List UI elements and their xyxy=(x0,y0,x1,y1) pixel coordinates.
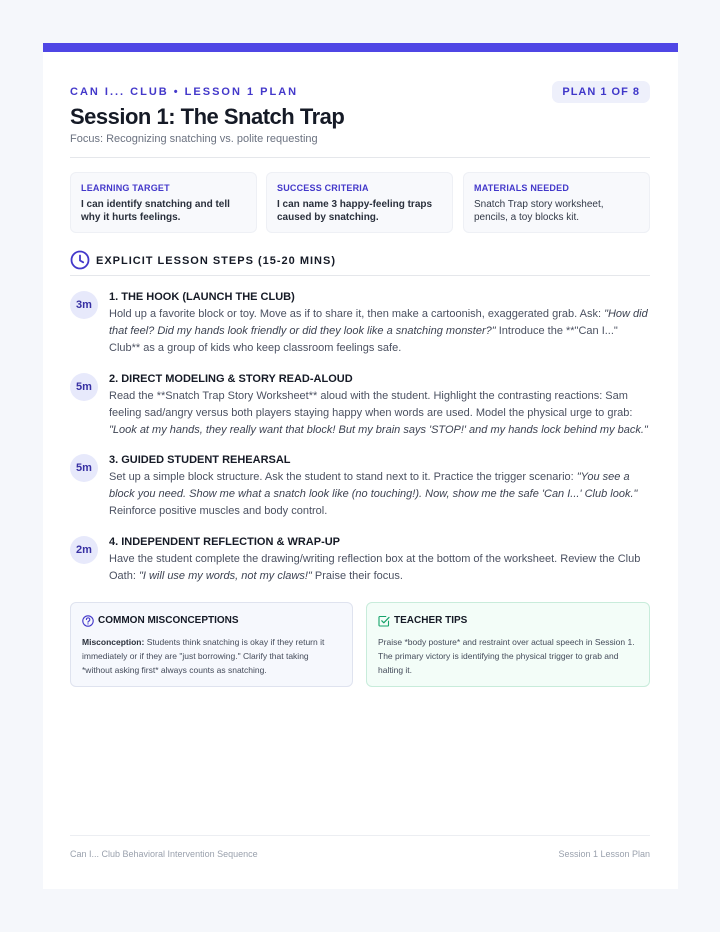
question-circle-icon xyxy=(82,615,94,627)
teacher-tips-box xyxy=(366,602,650,687)
step-body xyxy=(109,306,650,357)
step-body xyxy=(109,469,650,520)
footer-right-text: Session 1 Lesson Plan xyxy=(558,849,650,859)
duration-badge: 3m xyxy=(70,291,98,319)
card-body: I can name 3 happy-feeling traps caused by snatching. xyxy=(277,199,433,223)
card-label: SUCCESS CRITERIA xyxy=(277,183,369,193)
box-title: COMMON MISCONCEPTIONS xyxy=(98,615,239,626)
learning-target-card xyxy=(70,172,257,233)
box-header xyxy=(82,615,341,629)
step-text: Introduce the **"Can I..." Club** as a group of kids who keep classroom feelings safe. xyxy=(109,325,618,354)
box-title: TEACHER TIPS xyxy=(394,615,468,626)
card-body: Snatch Trap story worksheet, pencils, a toy blocks kit. xyxy=(474,199,604,223)
step-text: Have the student complete the drawing/writing reflection box at the bottom of the worksheet. Review the Club Oath: xyxy=(109,553,641,582)
misconception-lead: Misconception: xyxy=(82,637,145,647)
eyebrow-label: CAN I... CLUB • LESSON 1 PLAN xyxy=(70,86,299,98)
step-title: 4. INDEPENDENT REFLECTION & WRAP-UP xyxy=(109,536,341,548)
step-quote: "You see a block you need. Show me what a snatch look like (no touching!). Now, show me the safe 'Can I...' Club look." xyxy=(109,471,638,500)
step-quote: "How did that feel? Did my hands look friendly or did they look like a snatching monster?" xyxy=(109,308,648,337)
step-text: Read the **Snatch Trap Story Worksheet** aloud with the student. Highlight the contrasting reactions: Sam feeling sad/angry versus both players staying happy when words are used. Model the physical urge to grab: xyxy=(109,390,633,419)
success-criteria-card xyxy=(266,172,453,233)
clock-icon xyxy=(70,250,90,270)
accent-top-bar xyxy=(43,43,678,52)
footer-left-text: Can I... Club Behavioral Intervention Sequence xyxy=(70,849,258,859)
step-body xyxy=(109,388,650,439)
lesson-plan-page xyxy=(43,43,678,889)
step-text: Hold up a favorite block or toy. Move as if to share it, then make a cartoonish, exaggerated grab. Ask: xyxy=(109,308,605,320)
page-title: Session 1: The Snatch Trap xyxy=(70,104,345,129)
focus-subtitle: Focus: Recognizing snatching vs. polite requesting xyxy=(70,133,318,145)
duration-badge: 2m xyxy=(70,536,98,564)
checkbox-icon xyxy=(378,615,390,627)
common-misconceptions-box xyxy=(70,602,353,687)
plan-badge: PLAN 1 OF 8 xyxy=(552,81,650,103)
divider xyxy=(70,275,650,276)
divider xyxy=(70,157,650,158)
step-text: Set up a simple block structure. Ask the student to stand next to it. Practice the trigger scenario: xyxy=(109,471,577,483)
card-label: MATERIALS NEEDED xyxy=(474,183,570,193)
step-title: 1. THE HOOK (LAUNCH THE CLUB) xyxy=(109,291,295,303)
step-text: Praise their focus. xyxy=(311,570,403,582)
step-body xyxy=(109,551,650,585)
steps-section-title: EXPLICIT LESSON STEPS (15-20 MINS) xyxy=(96,255,336,267)
footer-divider xyxy=(70,835,650,836)
box-text: Praise *body posture* and restraint over actual speech in Session 1. The primary victory is identifying the physical trigger to grab and halting it. xyxy=(378,637,635,675)
box-header xyxy=(378,615,638,629)
misconception-text: Students think snatching is okay if they return it immediately or if they are "just borrowing." Clarify that taking *without asking first* always counts as snatching. xyxy=(82,637,325,675)
step-text: Reinforce positive muscles and body control. xyxy=(109,505,328,517)
steps-section-header xyxy=(70,250,650,276)
duration-badge: 5m xyxy=(70,454,98,482)
step-quote: "I will use my words, not my claws!" xyxy=(138,570,312,582)
card-body: I can identify snatching and tell why it hurts feelings. xyxy=(81,199,230,223)
step-title: 2. DIRECT MODELING & STORY READ-ALOUD xyxy=(109,373,353,385)
step-title: 3. GUIDED STUDENT REHEARSAL xyxy=(109,454,291,466)
box-text xyxy=(82,635,341,677)
card-label: LEARNING TARGET xyxy=(81,183,170,193)
materials-needed-card xyxy=(463,172,650,233)
duration-badge: 5m xyxy=(70,373,98,401)
summary-cards xyxy=(70,172,650,233)
step-quote: "Look at my hands, they really want that block! But my brain says 'STOP!' and my hands lock behind my back." xyxy=(109,424,648,436)
